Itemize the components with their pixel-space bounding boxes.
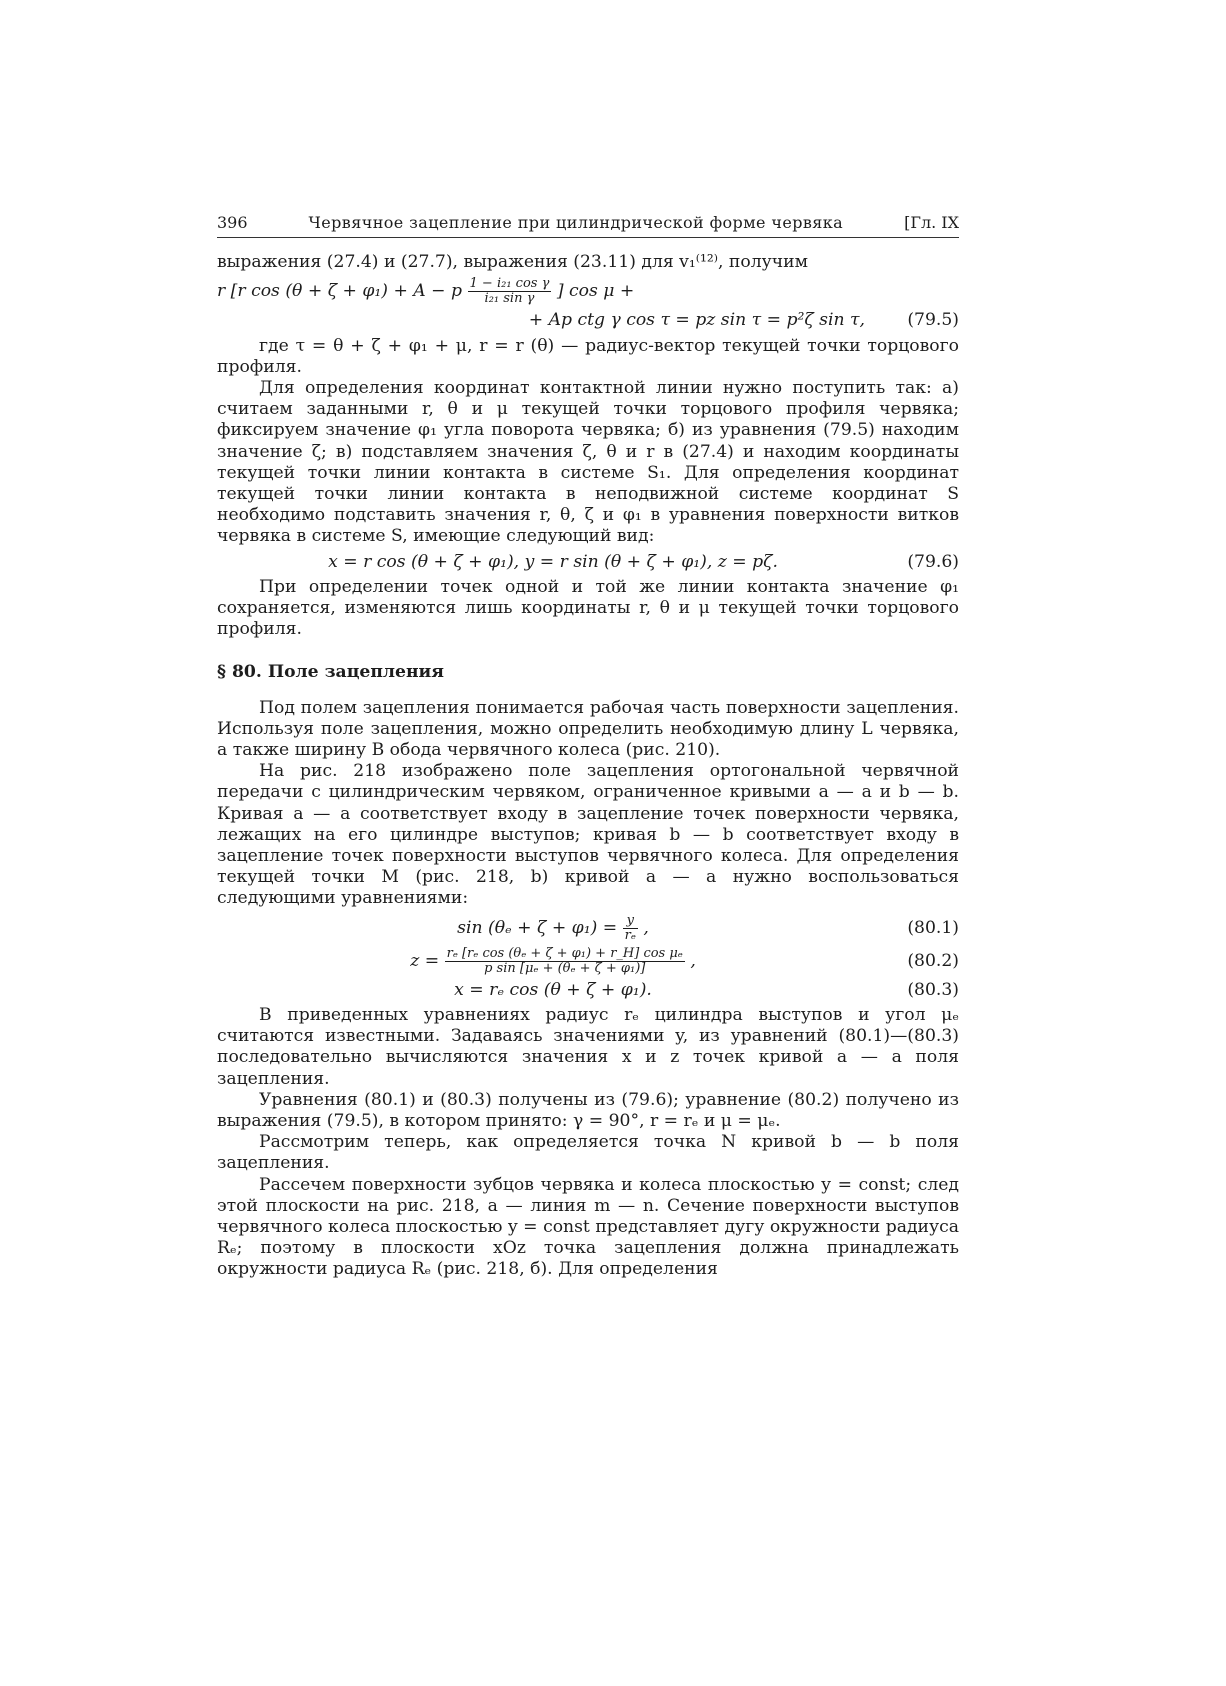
fraction-denominator: rₑ xyxy=(624,927,636,943)
page-number: 396 xyxy=(217,213,248,232)
equation-80-1 xyxy=(217,914,959,943)
paragraph: В приведенных уравнениях радиус rₑ цилиндра выступов и угол μₑ считаются известными. Задаваясь значениями y, из уравнений (80.1)—(80.3) последовательно вычисляются значения x и z точек кривой a — a поля зацепления. xyxy=(217,1004,959,1089)
running-title: Червячное зацепление при цилиндрической форме червяка xyxy=(308,213,844,232)
fraction-denominator: i₂₁ sin γ xyxy=(484,291,535,307)
equation-part: , xyxy=(643,917,649,938)
equation-part: , xyxy=(690,950,696,971)
fraction xyxy=(468,277,552,306)
running-header xyxy=(217,212,959,238)
equation-body: x = rₑ cos (θ + ζ + φ₁). xyxy=(454,979,652,1000)
fraction xyxy=(623,914,638,943)
equation-part: r [r cos (θ + ζ + φ₁) + A − p xyxy=(217,281,463,302)
paragraph: где τ = θ + ζ + φ₁ + μ, r = r (θ) — радиус-вектор текущей точки торцового профиля. xyxy=(217,335,959,377)
equation-number: (80.1) xyxy=(907,917,959,938)
paragraph: Уравнения (80.1) и (80.3) получены из (79.6); уравнение (80.2) получено из выражения (79.5), в котором принято: γ = 90°, r = rₑ и μ = μₑ. xyxy=(217,1089,959,1131)
equation-part: sin (θₑ + ζ + φ₁) = xyxy=(457,917,618,938)
paragraph: выражения (27.4) и (27.7), выражения (23.11) для v₁⁽¹²⁾, получим xyxy=(217,252,808,273)
equation-80-3 xyxy=(217,980,959,1001)
fraction-numerator: y xyxy=(623,914,638,929)
equation-line: + Ap ctg γ cos τ = pz sin τ = p²ζ sin τ, xyxy=(528,310,865,331)
paragraph: При определении точек одной и той же линии контакта значение φ₁ сохраняется, изменяются лишь координаты r, θ и μ текущей точки торцового профиля. xyxy=(217,576,959,640)
equation-79-6 xyxy=(217,552,959,573)
paragraph: На рис. 218 изображено поле зацепления ортогональной червячной передачи с цилиндрическим червяком, ограниченное кривыми a — a и b — b. Кривая a — a соответствует входу в зацепление точек поверхности червяка, лежащих на его цилиндре выступов; кривая b — b соответствует входу в зацепление точек поверхности выступов червячного колеса. Для определения текущей точки M (рис. 218, b) кривой a — a нужно воспользоваться следующими уравнениями: xyxy=(217,761,959,909)
equation-number: (79.6) xyxy=(907,551,959,572)
equation-body: x = r cos (θ + ζ + φ₁), y = r sin (θ + ζ + φ₁), z = pζ. xyxy=(328,551,778,572)
chapter-label: [Гл. IX xyxy=(904,213,959,232)
paragraph: Для определения координат контактной линии нужно поступить так: а) считаем заданными r, θ и μ текущей точки торцового профиля червяка; фиксируем значение φ₁ угла поворота червяка; б) из уравнения (79.5) находим значение ζ; в) подставляем значения ζ, θ и r в (27.4) и находим координаты текущей точки линии контакта в системе S₁. Для определения координат текущей точки линии контакта в неподвижной системе координат S необходимо подставить значения r, θ, ζ и φ₁ в уравнения поверхности витков червяка в системе S, имеющие следующий вид: xyxy=(217,378,959,547)
equation-number: (79.5) xyxy=(907,310,959,331)
equation-part: ] cos μ + xyxy=(556,281,635,302)
paragraph: Рассечем поверхности зубцов червяка и колеса плоскостью y = const; след этой плоскости на рис. 218, a — линия m — n. Сечение поверхности выступов червячного колеса плоскостью y = const представляет дугу окружности радиуса Rₑ; поэтому в плоскости xOz точка зацепления должна принадлежать окружности радиуса Rₑ (рис. 218, б). Для определения xyxy=(217,1174,959,1280)
paragraph: Под полем зацепления понимается рабочая часть поверхности зацепления. Используя поле зацепления, можно определить необходимую длину L червяка, а также ширину B обода червячного колеса (рис. 210). xyxy=(217,697,959,761)
fraction xyxy=(445,947,685,976)
equation-part: z = xyxy=(410,950,440,971)
section-heading: § 80. Поле зацепления xyxy=(217,662,444,683)
equation-79-5 xyxy=(217,277,959,331)
fraction-numerator: rₑ [rₑ cos (θₑ + ζ + φ₁) + r_H] cos μₑ xyxy=(446,945,683,961)
paragraph: Рассмотрим теперь, как определяется точка N кривой b — b поля зацепления. xyxy=(217,1132,959,1174)
book-page xyxy=(217,212,959,1281)
equation-number: (80.2) xyxy=(907,950,959,971)
equation-80-2 xyxy=(217,947,959,976)
fraction-numerator: 1 − i₂₁ cos γ xyxy=(469,276,550,292)
equation-number: (80.3) xyxy=(907,979,959,1000)
fraction-denominator: p sin [μₑ + (θₑ + ζ + φ₁)] xyxy=(484,960,646,976)
